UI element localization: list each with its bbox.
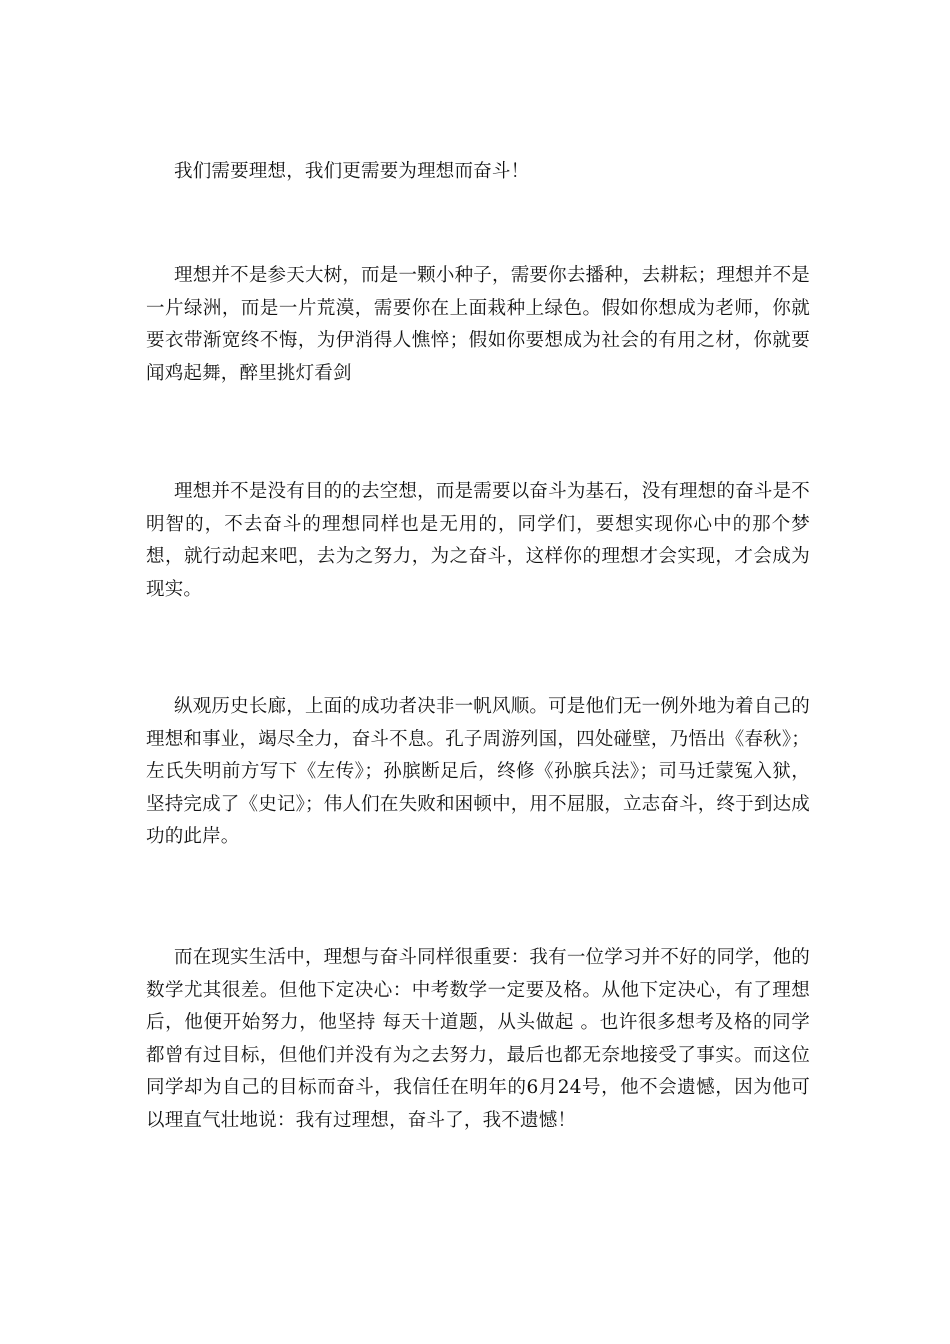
paragraph-4: 纵观历史长廊，上面的成功者决非一帆风顺。可是他们无一例外地为着自己的理想和事业，竭尽全力，奋斗不息。孔子周游列国，四处碰壁，乃悟出《春秋》；左氏失明前方写下《左传》；孙膑断足后，终修《孙膑兵法》；司马迁蒙冤入狱，坚持完成了《史记》；伟人们在失败和困顿中，用不屈服，立志奋斗，终于到达成功的此岸。 <box>146 696 810 847</box>
paragraph-1: 我们需要理想，我们更需要为理想而奋斗！ <box>174 161 530 182</box>
paragraph-3: 理想并不是没有目的的去空想，而是需要以奋斗为基石，没有理想的奋斗是不明智的，不去奋斗的理想同样也是无用的，同学们，要想实现你心中的那个梦想，就行动起来吧，去为之努力，为之奋斗，这样你的理想才会实现，才会成为现实。 <box>146 481 810 600</box>
paragraph-5: 而在现实生活中，理想与奋斗同样很重要：我有一位学习并不好的同学，他的数学尤其很差。但他下定决心：中考数学一定要及格。从他下定决心，有了理想后，他便开始努力，他坚持 每天十道题，从头做起 。也许很多想考及格的同学都曾有过目标，但他们并没有为之去努力，最后也都无奈地接受了事实。而这位同学却为自己的目标而奋斗，我信任在明年的6月24号，他不会遗憾，因为他可以理直气壮地说：我有过理想，奋斗了，我不遗憾！ <box>146 947 810 1131</box>
paragraph-2: 理想并不是参天大树，而是一颗小种子，需要你去播种，去耕耘；理想并不是一片绿洲，而是一片荒漠，需要你在上面栽种上绿色。假如你想成为老师，你就要衣带渐宽终不悔，为伊消得人憔悴；假如你要想成为社会的有用之材，你就要闻鸡起舞，醉里挑灯看剑 <box>146 265 810 384</box>
